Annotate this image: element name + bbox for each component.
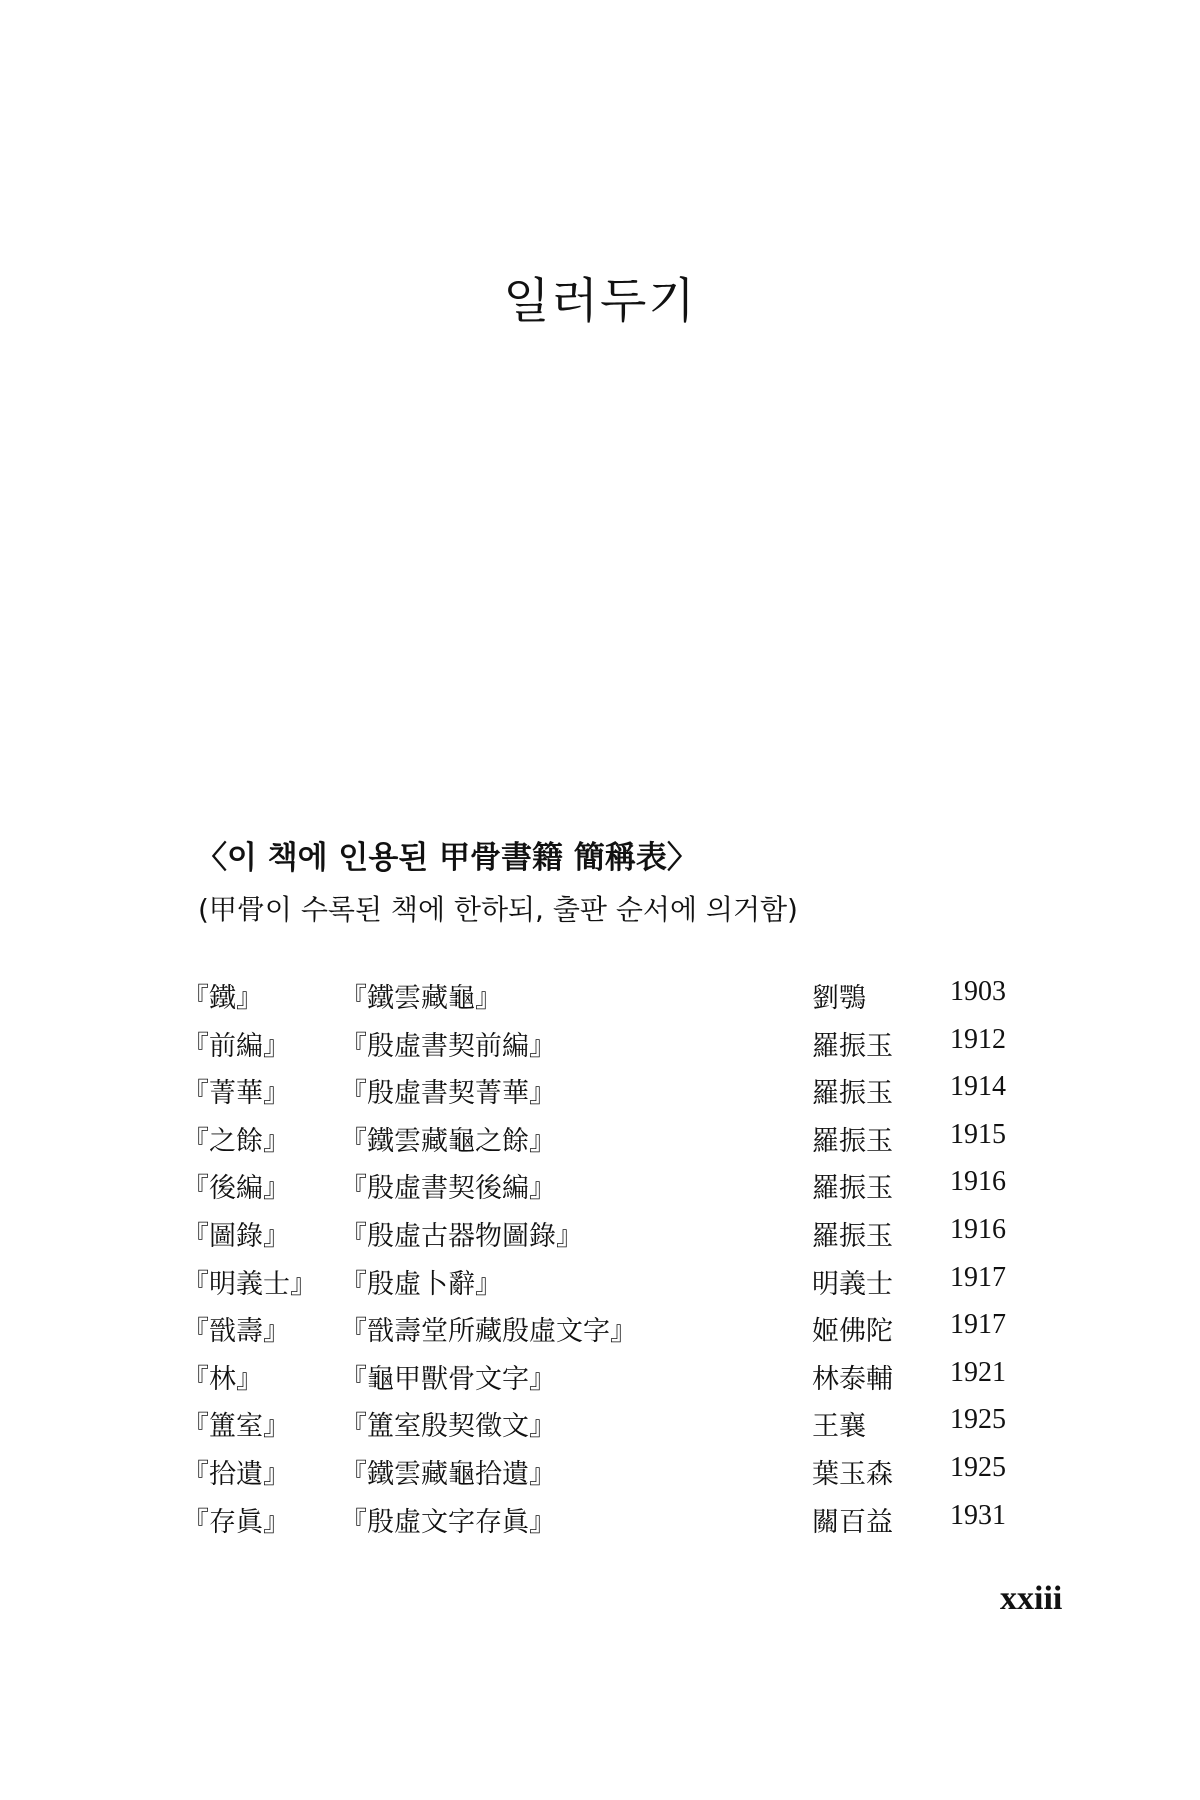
book-title-cell: 『鐵雲藏龜之餘』 [340, 1125, 556, 1157]
section-heading: 〈이 책에 인용된 甲骨書籍 簡稱表〉 [196, 840, 698, 876]
author-cell: 劉鶚 [812, 983, 866, 1014]
book-title-cell: 『鐵雲藏龜』 [340, 983, 502, 1014]
book-title-cell: 『戩壽堂所藏殷虛文字』 [340, 1316, 637, 1348]
section-note: (甲骨이 수록된 책에 한하되, 출판 순서에 의거함) [198, 893, 798, 926]
year-cell: 1931 [950, 1499, 1006, 1531]
table-row [182, 1258, 1022, 1306]
book-title-cell: 『龜甲獸骨文字』 [340, 1363, 556, 1395]
book-title-cell: 『殷虛書契後編』 [340, 1173, 556, 1205]
year-cell: 1917 [950, 1261, 1006, 1293]
year-cell: 1912 [950, 1023, 1006, 1055]
table-row [182, 1162, 1022, 1210]
author-cell: 王襄 [812, 1411, 866, 1443]
table-row [182, 1400, 1022, 1448]
page-number: xxiii [1000, 1580, 1063, 1617]
book-title-cell: 『殷虛書契前編』 [340, 1030, 556, 1062]
abbreviation-cell: 『圖錄』 [182, 1220, 290, 1252]
abbreviation-cell: 『鐵』 [182, 983, 263, 1014]
author-cell: 明義士 [812, 1268, 893, 1300]
abbreviation-cell: 『後編』 [182, 1173, 290, 1205]
abbreviation-cell: 『簠室』 [182, 1411, 290, 1443]
table-row [182, 1496, 1022, 1544]
table-row [182, 1448, 1022, 1496]
table-row [182, 1210, 1022, 1258]
author-cell: 林泰輔 [812, 1363, 893, 1395]
author-cell: 羅振玉 [812, 1125, 893, 1157]
abbreviation-table [182, 972, 1022, 1543]
book-title-cell: 『殷虛卜辭』 [340, 1268, 502, 1300]
author-cell: 羅振玉 [812, 1078, 893, 1110]
year-cell: 1903 [950, 976, 1006, 1007]
book-title-cell: 『簠室殷契徵文』 [340, 1411, 556, 1443]
abbreviation-cell: 『菁華』 [182, 1078, 290, 1110]
table-row [182, 1305, 1022, 1353]
author-cell: 羅振玉 [812, 1173, 893, 1205]
year-cell: 1925 [950, 1451, 1006, 1483]
author-cell: 葉玉森 [812, 1458, 893, 1490]
author-cell: 關百益 [812, 1506, 893, 1538]
abbreviation-cell: 『明義士』 [182, 1268, 317, 1300]
year-cell: 1914 [950, 1071, 1006, 1103]
abbreviation-cell: 『存眞』 [182, 1506, 290, 1538]
book-title-cell: 『殷虛文字存眞』 [340, 1506, 556, 1538]
table-row [182, 1115, 1022, 1163]
abbreviation-cell: 『林』 [182, 1363, 263, 1395]
author-cell: 姬佛陀 [812, 1316, 893, 1348]
abbreviation-cell: 『前編』 [182, 1030, 290, 1062]
book-title-cell: 『鐵雲藏龜拾遺』 [340, 1458, 556, 1490]
book-title-cell: 『殷虛古器物圖錄』 [340, 1220, 583, 1252]
year-cell: 1925 [950, 1404, 1006, 1436]
year-cell: 1917 [950, 1309, 1006, 1341]
book-title-cell: 『殷虛書契菁華』 [340, 1078, 556, 1110]
table-row [182, 1020, 1022, 1068]
page-title: 일러두기 [503, 273, 697, 329]
author-cell: 羅振玉 [812, 1220, 893, 1252]
table-row [182, 972, 1022, 1020]
table-row [182, 1067, 1022, 1115]
abbreviation-cell: 『之餘』 [182, 1125, 290, 1157]
year-cell: 1916 [950, 1166, 1006, 1198]
abbreviation-cell: 『拾遺』 [182, 1458, 290, 1490]
table-row [182, 1353, 1022, 1401]
year-cell: 1915 [950, 1118, 1006, 1150]
abbreviation-cell: 『戩壽』 [182, 1316, 290, 1348]
year-cell: 1916 [950, 1213, 1006, 1245]
author-cell: 羅振玉 [812, 1030, 893, 1062]
year-cell: 1921 [950, 1356, 1006, 1388]
